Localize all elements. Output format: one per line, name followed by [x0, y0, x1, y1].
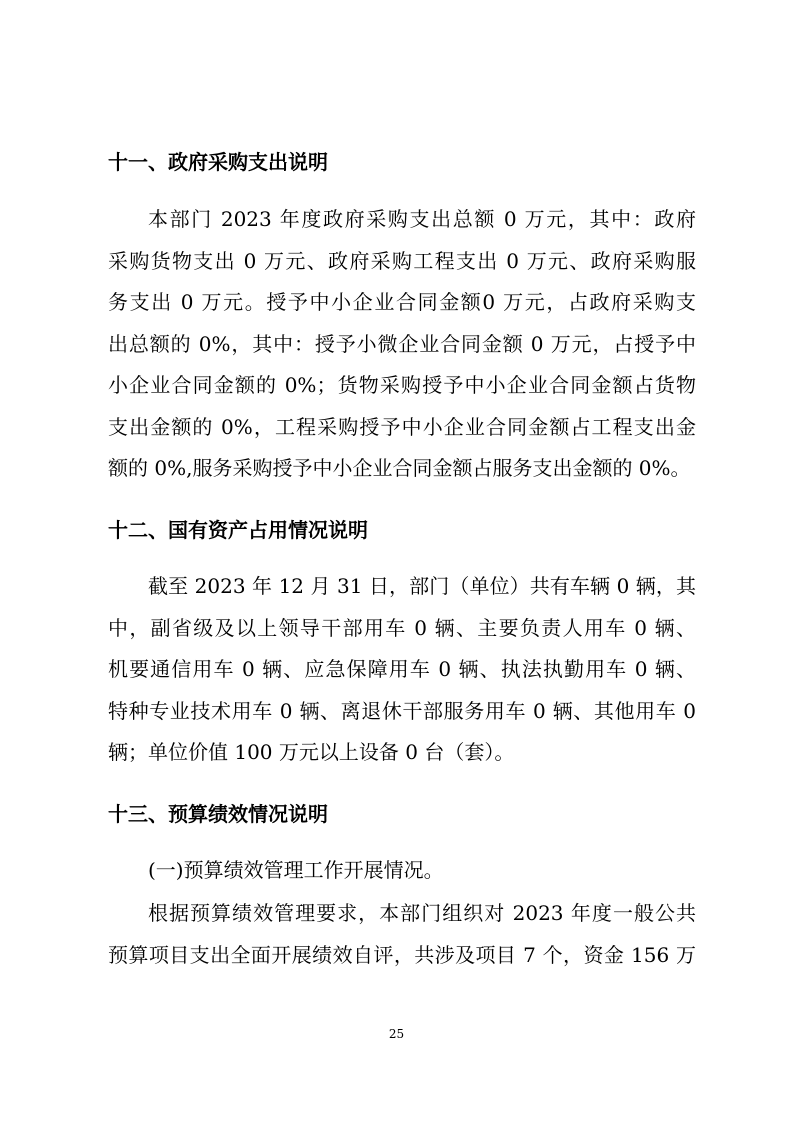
text-line: 中，副省级及以上领导干部用车 0 辆、主要负责人用车 0 辆、: [108, 615, 696, 640]
section-heading-state-assets: 十二、国有资产占用情况说明: [108, 518, 368, 542]
text-line: 支出金额的 0%，工程采购授予中小企业合同金额占工程支出金: [108, 414, 696, 439]
text-line: 小企业合同金额的 0%；货物采购授予中小企业合同金额占货物: [108, 373, 696, 397]
text-line: 预算项目支出全面开展绩效自评，共涉及项目 7 个，资金 156 万: [108, 942, 696, 967]
page-number: 25: [388, 1027, 405, 1041]
text-line: 出总额的 0%，其中：授予小微企业合同金额 0 万元，占授予中: [108, 331, 696, 356]
text-line: 务支出 0 万元。授予中小企业合同金额0 万元，占政府采购支: [108, 290, 696, 314]
paragraph-government-procurement: [108, 199, 696, 490]
text-line: 机要通信用车 0 辆、应急保障用车 0 辆、执法执勤用车 0 辆、: [108, 657, 696, 681]
text-line: 截至 2023 年 12 月 31 日，部门（单位）共有车辆 0 辆，其: [148, 574, 696, 598]
text-line: 特种专业技术用车 0 辆、离退休干部服务用车 0 辆、其他用车 0: [108, 698, 696, 723]
section-heading-government-procurement: 十一、政府采购支出说明: [108, 150, 328, 174]
paragraph-performance: [108, 893, 696, 976]
paragraph-performance-subheading: [108, 850, 696, 892]
text-line: 辆；单位价值 100 万元以上设备 0 台（套）。: [108, 740, 515, 764]
text-line: 本部门 2023 年度政府采购支出总额 0 万元，其中：政府: [148, 207, 696, 231]
text-line: (一)预算绩效管理工作开展情况。: [148, 858, 444, 882]
text-line: 采购货物支出 0 万元、政府采购工程支出 0 万元、政府采购服: [108, 248, 696, 273]
text-line: 根据预算绩效管理要求，本部门组织对 2023 年度一般公共: [148, 901, 696, 925]
section-heading-performance: 十三、预算绩效情况说明: [108, 802, 328, 826]
text-line: 额的 0%,服务采购授予中小企业合同金额占服务支出金额的 0%。: [108, 456, 691, 480]
paragraph-state-assets: [108, 566, 696, 774]
